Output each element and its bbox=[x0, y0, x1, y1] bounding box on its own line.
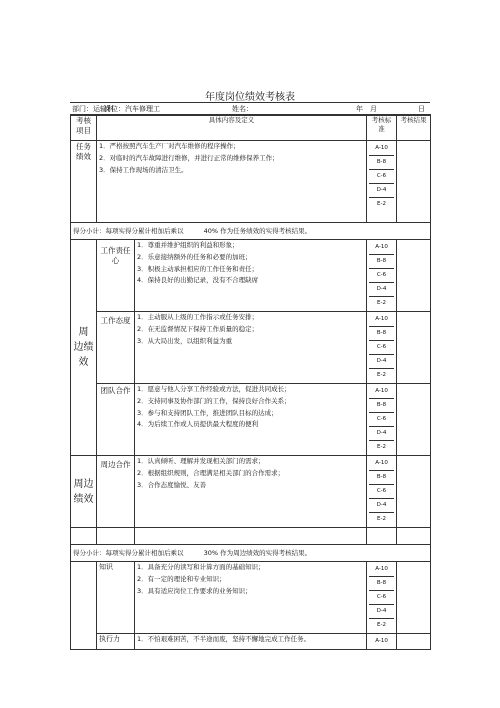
assessment-table bbox=[70, 114, 431, 650]
task-row bbox=[71, 141, 431, 223]
item-col-header: 考核项目 bbox=[71, 115, 97, 141]
knowledge-label: 知识 bbox=[97, 562, 135, 634]
result-cell[interactable] bbox=[397, 141, 431, 223]
execution-content: 1．不怕艰难困苦，不半途而废，坚持不懈地完成工作任务。 bbox=[135, 634, 367, 650]
peripheral2-label: 周边绩效 bbox=[71, 456, 97, 528]
position-field: 岗位：汽车修理工 bbox=[104, 105, 160, 113]
grade: D-4 bbox=[369, 184, 394, 198]
responsibility-label: 工作责任心 bbox=[97, 240, 135, 312]
teamwork-content: 1．愿意与他人分享工作经验或方法，促进共同成长； 2．支持同事及协作部门的工作，保持良好合作关系； 3．参与和支持团队工作，推进团队目标的达成； 4．为后续工作或人员提供最大程度的便利 bbox=[135, 384, 367, 456]
knowledge-content: 1．具备充分的读写和计算方面的基础知识； 2．有一定的理论和专业知识； 3．具有适应岗位工作要求的业务知识； bbox=[135, 562, 367, 634]
blank-row bbox=[71, 528, 431, 545]
cooperation-row bbox=[71, 456, 431, 528]
header-row bbox=[71, 115, 431, 141]
peripheral-summary-row bbox=[71, 545, 431, 562]
grade-scale: A-10 B-8 C-6 D-4 E-2 bbox=[367, 240, 397, 312]
task-item: 1．严格按照汽车生产厂对汽车维修的程序操作； bbox=[99, 142, 240, 150]
task-label: 任务绩效 bbox=[71, 141, 97, 223]
grade-scale: A-10 B-8 C-6 D-4 E-2 bbox=[367, 456, 397, 528]
grade-scale bbox=[367, 141, 397, 223]
task-item: 3．保持工作现场的清洁卫生。 bbox=[99, 165, 188, 174]
result-cell[interactable] bbox=[397, 384, 431, 456]
department-field: 部门：运输科 bbox=[72, 105, 114, 113]
grade: A-10 bbox=[369, 142, 394, 156]
attitude-label: 工作态度 bbox=[97, 312, 135, 384]
teamwork-label: 团队合作 bbox=[97, 384, 135, 456]
grade: C-6 bbox=[369, 170, 394, 184]
name-field: 姓名： bbox=[232, 105, 253, 113]
attitude-row bbox=[71, 312, 431, 384]
responsibility-content: 1．尊重并维护组织的利益和形象； 2．乐意接纳额外的任务和必要的加班； 3．积极主动承担相应的工作任务和责任； 4．保持良好的出勤记录，没有不合理缺席 bbox=[135, 240, 367, 312]
cooperation-label: 周边合作 bbox=[97, 456, 135, 528]
attitude-content: 1．主动服从上级的工作指示或任务安排； 2．在无监督情况下保持工作质量的稳定； 3．从大局出发，以组织利益为重 bbox=[135, 312, 367, 384]
task-content bbox=[97, 141, 367, 223]
peripheral-summary: 得分小计：每项实得分累计相加后乘以 30% 作为周边绩效的实得考核结果。 bbox=[71, 545, 431, 562]
task-summary-row bbox=[71, 223, 431, 240]
teamwork-row bbox=[71, 384, 431, 456]
grade-scale: A-10 B-8 C-6 D-4 E-2 bbox=[367, 312, 397, 384]
result-cell[interactable] bbox=[397, 240, 431, 312]
grade-scale: A-10 B-8 C-6 D-4 E-2 bbox=[367, 562, 397, 634]
standard-col-header: 考核标准 bbox=[367, 115, 397, 141]
task-item: 2．对临时的汽车故障进行维修，并进行正常的维修保养工作； bbox=[99, 153, 279, 162]
knowledge-row bbox=[71, 562, 431, 634]
result-cell[interactable] bbox=[397, 562, 431, 634]
responsibility-row bbox=[71, 240, 431, 312]
grade: E-2 bbox=[377, 201, 386, 207]
execution-label: 执行力 bbox=[97, 634, 135, 650]
grade: B-8 bbox=[369, 156, 394, 170]
month-label: 月 bbox=[370, 105, 377, 113]
result-col-header: 考核结果 bbox=[397, 115, 431, 141]
result-cell[interactable] bbox=[397, 634, 431, 650]
peripheral-label: 周 边绩 效 bbox=[71, 240, 97, 456]
form-title: 年度岗位绩效考核表 bbox=[205, 92, 295, 103]
execution-row bbox=[71, 634, 431, 650]
result-cell[interactable] bbox=[397, 312, 431, 384]
year-label: 年 bbox=[356, 105, 363, 113]
grade-scale: A-10 bbox=[367, 634, 397, 650]
content-col-header: 具体内容及定义 bbox=[97, 115, 367, 141]
result-cell[interactable] bbox=[397, 456, 431, 528]
task-summary: 得分小计：每项实得分累计相加后乘以 40% 作为任务绩效的实得考核结果。 bbox=[71, 223, 431, 240]
day-label: 日 bbox=[418, 105, 425, 113]
cooperation-content: 1．认真倾听、理解并发现相关部门的需求； 2．根据组织规则，合理满足相关部门的合作需求； 3．合作态度愉悦、友善 bbox=[135, 456, 367, 528]
grade-scale: A-10 B-8 C-6 D-4 E-2 bbox=[367, 384, 397, 456]
